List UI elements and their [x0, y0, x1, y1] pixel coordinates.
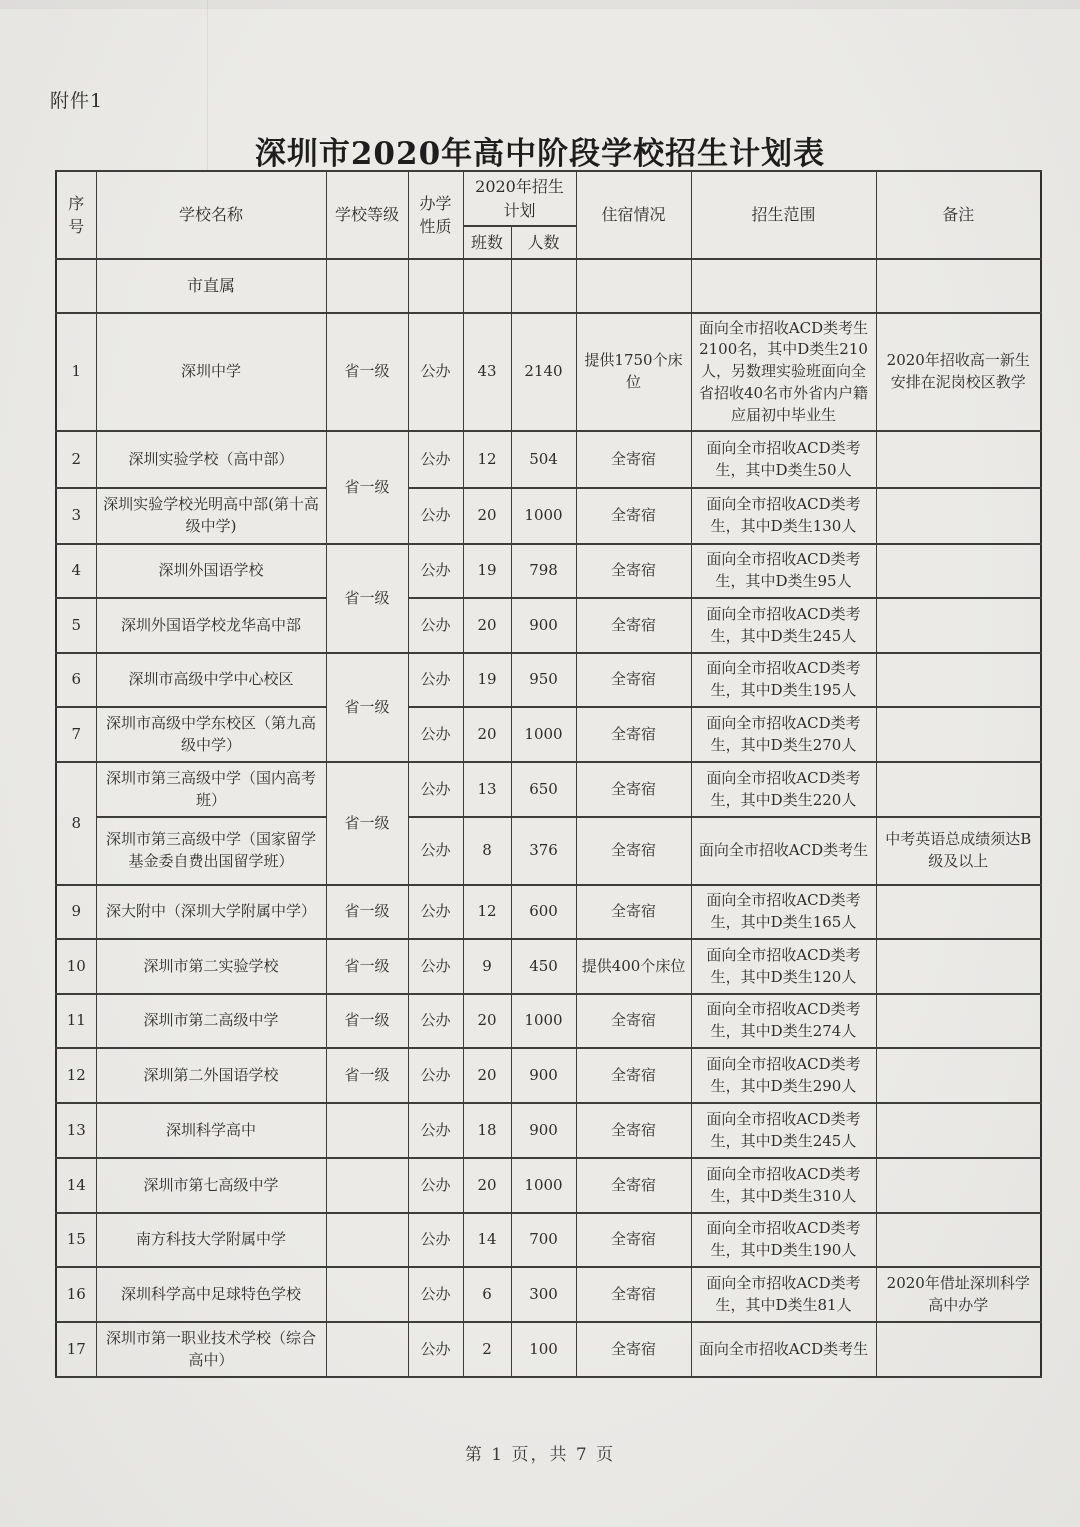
- cell-school-level: [326, 1267, 408, 1322]
- cell-scope: 面向全市招收ACD类考生，其中D类生245人: [691, 1103, 876, 1158]
- cell-school-type: 公办: [408, 544, 463, 598]
- table-row: [56, 994, 1041, 1048]
- cell-classes: 20: [463, 994, 511, 1048]
- cell-scope: 面向全市招收ACD类考生，其中D类生274人: [691, 994, 876, 1048]
- cell-students: 798: [511, 544, 576, 598]
- table-row: [56, 1322, 1041, 1377]
- cell-students: 900: [511, 598, 576, 653]
- cell-school-type: 公办: [408, 994, 463, 1048]
- cell-accommodation: 全寄宿: [576, 1322, 691, 1377]
- header-index: 序号: [56, 171, 96, 259]
- cell-classes: 6: [463, 1267, 511, 1322]
- cell-accommodation: 全寄宿: [576, 1267, 691, 1322]
- cell-index: 8: [56, 762, 96, 885]
- table-body: [56, 259, 1041, 1377]
- cell-school-type: 公办: [408, 313, 463, 431]
- header-students: 人数: [511, 226, 576, 259]
- cell-school-name: 市直属: [96, 259, 326, 313]
- table-row: [56, 544, 1041, 598]
- table-row: [56, 939, 1041, 994]
- cell-school-name: 深圳市第七高级中学: [96, 1158, 326, 1213]
- cell-students: 900: [511, 1048, 576, 1103]
- cell-classes: 20: [463, 1158, 511, 1213]
- cell-students: 2140: [511, 313, 576, 431]
- cell-index: 17: [56, 1322, 96, 1377]
- page-title: 深圳市2020年高中阶段学校招生计划表: [254, 136, 826, 172]
- header-classes: 班数: [463, 226, 511, 259]
- cell-index: [56, 259, 96, 313]
- cell-school-type: 公办: [408, 653, 463, 707]
- cell-school-level: 省一级: [326, 653, 408, 762]
- cell-index: 9: [56, 885, 96, 939]
- table-row: [56, 653, 1041, 707]
- cell-remark: [876, 1048, 1041, 1103]
- cell-school-type: 公办: [408, 939, 463, 994]
- cell-school-name: 深圳市高级中学中心校区: [96, 653, 326, 707]
- cell-school-type: 公办: [408, 885, 463, 939]
- cell-students: 650: [511, 762, 576, 817]
- cell-classes: 12: [463, 885, 511, 939]
- table-row: [56, 431, 1041, 488]
- cell-remark: [876, 939, 1041, 994]
- cell-school-level: [326, 1158, 408, 1213]
- cell-classes: 9: [463, 939, 511, 994]
- cell-accommodation: 全寄宿: [576, 1103, 691, 1158]
- cell-scope: 面向全市招收ACD类考生，其中D类生220人: [691, 762, 876, 817]
- cell-remark: [876, 1213, 1041, 1267]
- cell-remark: [876, 1158, 1041, 1213]
- cell-index: 6: [56, 653, 96, 707]
- cell-students: 450: [511, 939, 576, 994]
- cell-remark: [876, 762, 1041, 817]
- cell-index: 16: [56, 1267, 96, 1322]
- cell-scope: 面向全市招收ACD类考生: [691, 1322, 876, 1377]
- cell-index: 3: [56, 488, 96, 544]
- cell-school-type: 公办: [408, 598, 463, 653]
- cell-students: 100: [511, 1322, 576, 1377]
- cell-students: 900: [511, 1103, 576, 1158]
- table-row: [56, 1103, 1041, 1158]
- cell-accommodation: 全寄宿: [576, 1048, 691, 1103]
- cell-index: 7: [56, 707, 96, 762]
- cell-students: 504: [511, 431, 576, 488]
- cell-school-level: [326, 259, 408, 313]
- header-school-level: 学校等级: [326, 171, 408, 259]
- cell-scope: 面向全市招收ACD类考生，其中D类生310人: [691, 1158, 876, 1213]
- cell-classes: 20: [463, 1048, 511, 1103]
- table-row: [56, 885, 1041, 939]
- cell-school-level: [326, 1103, 408, 1158]
- table-row: [56, 1048, 1041, 1103]
- cell-school-name: 深圳实验学校（高中部）: [96, 431, 326, 488]
- cell-remark: 2020年借址深圳科学高中办学: [876, 1267, 1041, 1322]
- cell-accommodation: 全寄宿: [576, 653, 691, 707]
- cell-school-name: 南方科技大学附属中学: [96, 1213, 326, 1267]
- cell-scope: 面向全市招收ACD类考生，其中D类生270人: [691, 707, 876, 762]
- cell-school-name: 深圳科学高中足球特色学校: [96, 1267, 326, 1322]
- cell-remark: [876, 1322, 1041, 1377]
- cell-school-level: 省一级: [326, 1048, 408, 1103]
- cell-school-name: 深圳市第三高级中学（国内高考班）: [96, 762, 326, 817]
- cell-remark: [876, 707, 1041, 762]
- cell-scope: 面向全市招收ACD类考生，其中D类生95人: [691, 544, 876, 598]
- cell-remark: [876, 598, 1041, 653]
- cell-remark: [876, 488, 1041, 544]
- cell-accommodation: 全寄宿: [576, 762, 691, 817]
- cell-index: 13: [56, 1103, 96, 1158]
- cell-classes: 12: [463, 431, 511, 488]
- cell-accommodation: [576, 259, 691, 313]
- cell-scope: 面向全市招收ACD类考生: [691, 817, 876, 885]
- cell-remark: [876, 885, 1041, 939]
- cell-school-level: 省一级: [326, 885, 408, 939]
- cell-classes: 18: [463, 1103, 511, 1158]
- cell-accommodation: 提供400个床位: [576, 939, 691, 994]
- cell-school-level: [326, 1213, 408, 1267]
- cell-scope: 面向全市招收ACD类考生，其中D类生81人: [691, 1267, 876, 1322]
- header-remarks: 备注: [876, 171, 1041, 259]
- cell-index: 11: [56, 994, 96, 1048]
- table-row: [56, 817, 1041, 885]
- cell-school-type: 公办: [408, 817, 463, 885]
- cell-school-level: 省一级: [326, 544, 408, 653]
- cell-classes: 19: [463, 544, 511, 598]
- cell-school-type: [408, 259, 463, 313]
- enrollment-plan-table: [55, 170, 1042, 1378]
- cell-classes: 20: [463, 488, 511, 544]
- cell-students: 300: [511, 1267, 576, 1322]
- table-row: [56, 762, 1041, 817]
- cell-scope: 面向全市招收ACD类考生，其中D类生195人: [691, 653, 876, 707]
- cell-students: 1000: [511, 707, 576, 762]
- cell-students: 700: [511, 1213, 576, 1267]
- table-row: [56, 488, 1041, 544]
- cell-accommodation: 全寄宿: [576, 598, 691, 653]
- cell-scope: [691, 259, 876, 313]
- cell-school-level: 省一级: [326, 431, 408, 544]
- cell-scope: 面向全市招收ACD类考生，其中D类生120人: [691, 939, 876, 994]
- cell-classes: 43: [463, 313, 511, 431]
- table-row: [56, 598, 1041, 653]
- cell-classes: 20: [463, 707, 511, 762]
- cell-remark: [876, 1103, 1041, 1158]
- cell-classes: [463, 259, 511, 313]
- cell-classes: 8: [463, 817, 511, 885]
- cell-accommodation: 全寄宿: [576, 885, 691, 939]
- cell-index: 5: [56, 598, 96, 653]
- cell-remark: [876, 544, 1041, 598]
- cell-school-name: 深圳市第二实验学校: [96, 939, 326, 994]
- table-row: [56, 259, 1041, 313]
- cell-school-name: 深圳市第三高级中学（国家留学基金委自费出国留学班）: [96, 817, 326, 885]
- cell-classes: 19: [463, 653, 511, 707]
- cell-school-name: 深圳外国语学校龙华高中部: [96, 598, 326, 653]
- cell-remark: [876, 259, 1041, 313]
- cell-scope: 面向全市招收ACD类考生，其中D类生50人: [691, 431, 876, 488]
- cell-accommodation: 全寄宿: [576, 707, 691, 762]
- cell-school-name: 深圳第二外国语学校: [96, 1048, 326, 1103]
- cell-school-level: 省一级: [326, 762, 408, 885]
- cell-school-type: 公办: [408, 1213, 463, 1267]
- cell-school-name: 深圳市第二高级中学: [96, 994, 326, 1048]
- attachment-label: 附件1: [50, 90, 104, 112]
- cell-scope: 面向全市招收ACD类考生，其中D类生290人: [691, 1048, 876, 1103]
- cell-accommodation: 全寄宿: [576, 1158, 691, 1213]
- cell-remark: [876, 653, 1041, 707]
- table-row: [56, 707, 1041, 762]
- cell-scope: 面向全市招收ACD类考生，其中D类生165人: [691, 885, 876, 939]
- header-scope: 招生范围: [691, 171, 876, 259]
- table-row: [56, 313, 1041, 431]
- cell-school-type: 公办: [408, 1158, 463, 1213]
- cell-accommodation: 全寄宿: [576, 994, 691, 1048]
- cell-school-type: 公办: [408, 431, 463, 488]
- table-row: [56, 1213, 1041, 1267]
- cell-school-level: [326, 1322, 408, 1377]
- cell-school-level: 省一级: [326, 939, 408, 994]
- cell-scope: 面向全市招收ACD类考生，其中D类生190人: [691, 1213, 876, 1267]
- cell-scope: 面向全市招收ACD类考生，其中D类生245人: [691, 598, 876, 653]
- cell-school-level: 省一级: [326, 313, 408, 431]
- cell-school-type: 公办: [408, 488, 463, 544]
- page-footer: 第 1 页，共 7 页: [464, 1445, 616, 1465]
- cell-school-name: 深圳中学: [96, 313, 326, 431]
- cell-index: 15: [56, 1213, 96, 1267]
- cell-classes: 13: [463, 762, 511, 817]
- cell-students: 1000: [511, 488, 576, 544]
- cell-classes: 20: [463, 598, 511, 653]
- cell-remark: 中考英语总成绩须达B级及以上: [876, 817, 1041, 885]
- cell-index: 12: [56, 1048, 96, 1103]
- cell-school-name: 深圳市第一职业技术学校（综合高中）: [96, 1322, 326, 1377]
- cell-accommodation: 全寄宿: [576, 431, 691, 488]
- cell-school-type: 公办: [408, 1048, 463, 1103]
- scan-artifact-strip: [0, 0, 1080, 9]
- cell-index: 1: [56, 313, 96, 431]
- cell-school-type: 公办: [408, 707, 463, 762]
- cell-scope: 面向全市招收ACD类考生，其中D类生130人: [691, 488, 876, 544]
- cell-remark: [876, 994, 1041, 1048]
- cell-remark: [876, 431, 1041, 488]
- cell-index: 2: [56, 431, 96, 488]
- cell-students: [511, 259, 576, 313]
- table-row: [56, 1267, 1041, 1322]
- cell-index: 4: [56, 544, 96, 598]
- cell-students: 1000: [511, 994, 576, 1048]
- cell-school-name: 深圳外国语学校: [96, 544, 326, 598]
- cell-school-type: 公办: [408, 1267, 463, 1322]
- cell-classes: 14: [463, 1213, 511, 1267]
- header-plan-group: 2020年招生计划: [463, 171, 576, 226]
- cell-accommodation: 全寄宿: [576, 817, 691, 885]
- cell-scope: 面向全市招收ACD类考生2100名，其中D类生210人，另数理实验班面向全省招收40名市外省内户籍应届初中毕业生: [691, 313, 876, 431]
- cell-students: 950: [511, 653, 576, 707]
- header-school-type: 办学性质: [408, 171, 463, 259]
- cell-accommodation: 全寄宿: [576, 488, 691, 544]
- header-school-name: 学校名称: [96, 171, 326, 259]
- cell-classes: 2: [463, 1322, 511, 1377]
- cell-school-name: 深圳市高级中学东校区（第九高级中学）: [96, 707, 326, 762]
- table-row: [56, 1158, 1041, 1213]
- cell-remark: 2020年招收高一新生安排在泥岗校区教学: [876, 313, 1041, 431]
- cell-students: 376: [511, 817, 576, 885]
- cell-students: 1000: [511, 1158, 576, 1213]
- table-header: [56, 171, 1041, 259]
- cell-students: 600: [511, 885, 576, 939]
- cell-school-type: 公办: [408, 1322, 463, 1377]
- cell-accommodation: 全寄宿: [576, 544, 691, 598]
- cell-index: 10: [56, 939, 96, 994]
- cell-school-type: 公办: [408, 762, 463, 817]
- cell-index: 14: [56, 1158, 96, 1213]
- cell-accommodation: 提供1750个床位: [576, 313, 691, 431]
- cell-school-name: 深圳科学高中: [96, 1103, 326, 1158]
- cell-school-name: 深大附中（深圳大学附属中学）: [96, 885, 326, 939]
- header-accommodation: 住宿情况: [576, 171, 691, 259]
- cell-accommodation: 全寄宿: [576, 1213, 691, 1267]
- cell-school-level: 省一级: [326, 994, 408, 1048]
- cell-school-name: 深圳实验学校光明高中部(第十高级中学): [96, 488, 326, 544]
- cell-school-type: 公办: [408, 1103, 463, 1158]
